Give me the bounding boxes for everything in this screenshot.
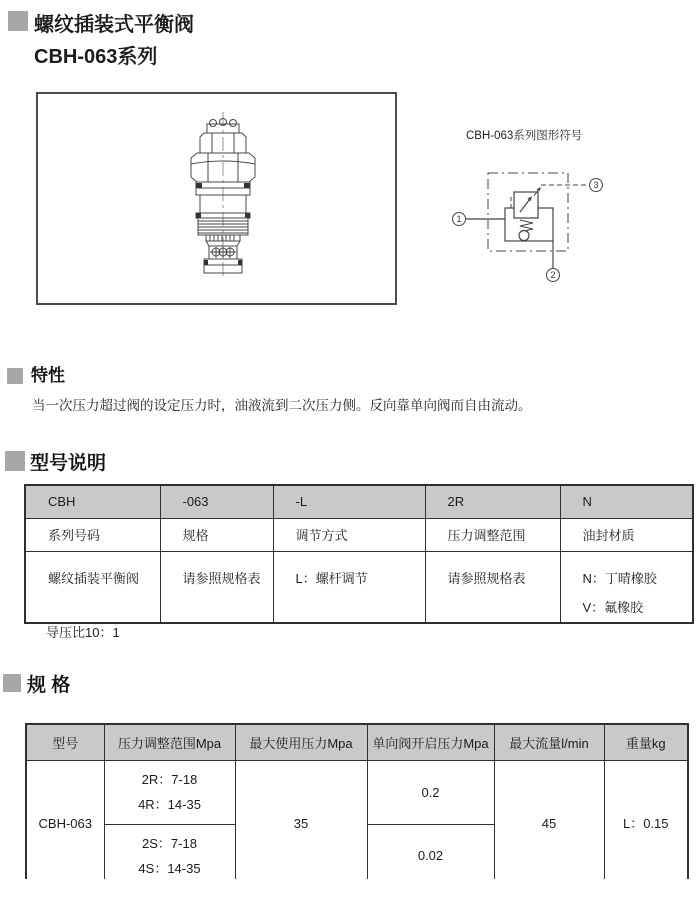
features-section-title: 特性 (31, 366, 65, 385)
model-label-cell: 规格 (160, 518, 273, 551)
spec-header-cell: 最大流量l/min (494, 724, 604, 760)
pressure-range-cell (104, 760, 235, 824)
pilot-ratio-note: 导压比10：1 (46, 625, 120, 640)
pressure-range: 2S：7-18 (142, 835, 197, 851)
spec-table-clip (25, 723, 689, 879)
page-subtitle: CBH-063系列 (34, 46, 158, 68)
table-header-row (26, 724, 688, 760)
model-value-cell: 螺纹插装平衡阀 (25, 551, 160, 623)
spec-table (25, 723, 689, 879)
seal-options-cell (560, 551, 693, 623)
model-code-table (24, 484, 694, 624)
table-row (25, 518, 693, 551)
spec-header-cell: 最大使用压力Mpa (235, 724, 367, 760)
valve-drawing-box (36, 92, 397, 305)
model-value-cell: L：螺杆调节 (273, 551, 425, 623)
spec-header-cell: 压力调整范围Mpa (104, 724, 235, 760)
table-row (25, 551, 693, 623)
spec-header-cell: 型号 (26, 724, 104, 760)
check-open-pressure-cell: 0.2 (367, 760, 494, 824)
spec-header-cell: 重量kg (604, 724, 688, 760)
pressure-range-cell (104, 824, 235, 879)
model-code-cell: CBH (25, 485, 160, 518)
section-marker-square (7, 368, 23, 384)
pressure-range: 4S：14-35 (138, 860, 201, 876)
model-code-cell: -L (273, 485, 425, 518)
model-section-title: 型号说明 (30, 453, 107, 474)
check-open-pressure-cell: 0.02 (367, 824, 494, 879)
table-row (26, 760, 688, 824)
features-body-text: 当一次压力超过阀的设定压力时，油液流到二次压力侧。反向靠单向阀而自由流动。 (32, 398, 532, 413)
port-2-label: 2 (550, 270, 556, 280)
valve-technical-drawing (38, 94, 395, 303)
seal-option: V：氟橡胶 (582, 599, 644, 615)
table-row (25, 485, 693, 518)
model-label-cell: 系列号码 (25, 518, 160, 551)
port-3-label: 3 (593, 180, 599, 190)
model-label-cell: 油封材质 (560, 518, 693, 551)
model-code-cell: 2R (425, 485, 560, 518)
specs-section-title: 规 格 (27, 675, 71, 696)
pressure-range: 4R：14-35 (138, 797, 201, 812)
page-title: 螺纹插装式平衡阀 (34, 14, 194, 36)
model-code-cell: -063 (160, 485, 273, 518)
section-marker-square (8, 11, 28, 31)
model-label-cell: 压力调整范围 (425, 518, 560, 551)
max-pressure-cell: 35 (235, 760, 367, 879)
port-1-label: 1 (456, 214, 462, 224)
model-value-cell: 请参照规格表 (160, 551, 273, 623)
spec-header-cell: 单向阀开启压力Mpa (367, 724, 494, 760)
section-marker-square (3, 674, 21, 692)
spec-model-cell: CBH-063 (26, 760, 104, 879)
seal-option: N：丁晴橡胶 (582, 570, 657, 586)
model-label-cell: 调节方式 (273, 518, 425, 551)
symbol-caption: CBH-063系列图形符号 (466, 130, 583, 142)
hydraulic-symbol-diagram (450, 165, 610, 290)
model-value-cell: 请参照规格表 (425, 551, 560, 623)
max-flow-cell: 45 (494, 760, 604, 879)
model-code-cell: N (560, 485, 693, 518)
weight-cell: L：0.15 (604, 760, 688, 879)
section-marker-square (5, 451, 25, 471)
pressure-range: 2R：7-18 (141, 772, 198, 787)
